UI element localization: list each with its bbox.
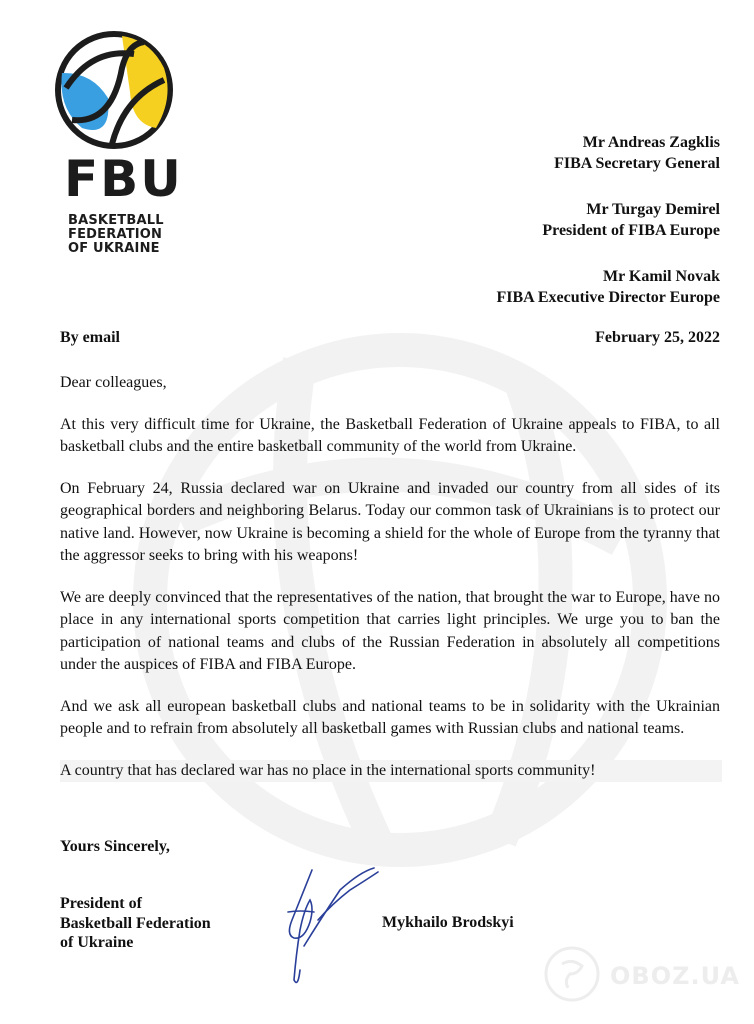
recipient-role: FIBA Executive Director Europe <box>496 289 720 306</box>
letter-date: February 25, 2022 <box>595 329 720 346</box>
body-paragraph: We are deeply convinced that the representatives of the nation, that brought the war to Europe, have no place in any international sports competition that carries light principles. We urge you to ban the participation of national teams and clubs of the Russian Federation in absolutely all competitions under the auspices of FIBA and FIBA Europe. <box>60 588 720 673</box>
logo-caption-line: BASKETBALL <box>68 213 164 228</box>
signer-name: Mykhailo Brodskyi <box>382 914 514 931</box>
body-paragraph: A country that has declared war has no place in the international sports community! <box>60 760 722 783</box>
closing: Yours Sincerely, <box>60 838 170 855</box>
recipient-name: Mr Turgay Demirel <box>586 201 720 218</box>
signer-title-line: Basketball Federation <box>60 914 211 932</box>
delivery-method: By email <box>60 329 120 346</box>
recipient-role: President of FIBA Europe <box>542 222 720 239</box>
recipient-name: Mr Andreas Zagklis <box>582 134 720 151</box>
logo-caption <box>68 214 208 256</box>
salutation: Dear colleagues, <box>60 374 167 391</box>
recipient <box>496 132 720 174</box>
signer-title-line: of Ukraine <box>60 934 134 951</box>
recipients-block <box>496 132 720 333</box>
recipient-role: FIBA Secretary General <box>554 155 720 172</box>
signer-title <box>60 894 211 953</box>
watermark-logo <box>538 940 738 1010</box>
body-paragraph: At this very difficult time for Ukraine, the Basketball Federation of Ukraine appeals to FIBA, to all basketball clubs and the entire basketball community of the world from Ukraine. <box>60 415 720 455</box>
globe-icon <box>542 944 602 1004</box>
signer-title-line: President of <box>60 895 142 912</box>
logo-caption-line: FEDERATION <box>68 227 163 242</box>
recipient <box>496 199 720 241</box>
recipient-name: Mr Kamil Novak <box>602 268 720 285</box>
body-paragraph: On February 24, Russia declared war on Ukraine and invaded our country from all sides of its geographical borders and neighboring Belarus. Today our common task of Ukrainians is to protect our native land. However, now Ukraine is becoming a shield for the whole of Europe from the tyranny that the aggressor seeks to bring with his weapons! <box>60 479 720 564</box>
watermark-text: OBOZ.UA <box>610 962 740 990</box>
logo-caption-line: OF UKRAINE <box>68 241 160 256</box>
body-paragraph: And we ask all european basketball clubs and national teams to be in solidarity with the Ukrainian people and to refrain from absolutely all basketball games with Russian clubs and national teams. <box>60 697 720 737</box>
letter-body <box>60 372 720 801</box>
recipient <box>496 266 720 308</box>
logo-abbreviation: FBU <box>64 150 183 208</box>
signature-icon <box>270 860 390 1000</box>
